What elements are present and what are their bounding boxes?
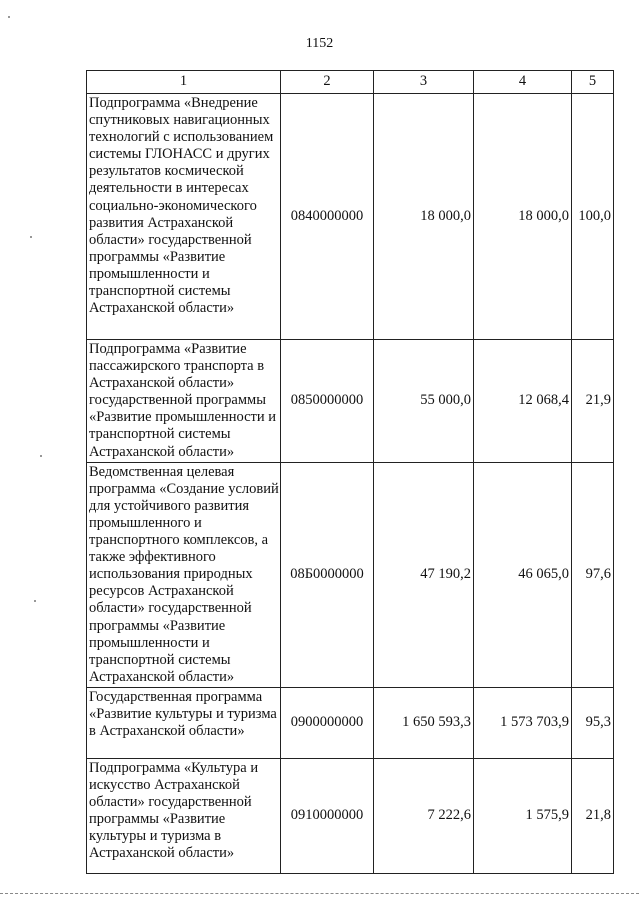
header-col-3: 3: [374, 71, 474, 94]
table-row: [87, 758, 614, 873]
percent-cell: 95,3: [572, 687, 614, 758]
plan-amount-cell: 47 190,2: [374, 462, 474, 687]
plan-amount-cell: 18 000,0: [374, 94, 474, 340]
header-row: [87, 71, 614, 94]
scan-speck: [40, 455, 42, 457]
program-code-cell: 0910000000: [281, 758, 374, 873]
scan-speck: [8, 16, 10, 18]
plan-amount-cell: 7 222,6: [374, 758, 474, 873]
actual-amount-cell: 1 573 703,9: [474, 687, 572, 758]
program-name-cell: Государственная программа «Развитие культуры и туризма в Астраханской области»: [87, 687, 281, 758]
program-name-cell: Подпрограмма «Развитие пассажирского транспорта в Астраханской области» государственной программы «Развитие промышленности и транспортной системы Астраханской области»: [87, 340, 281, 463]
percent-cell: 100,0: [572, 94, 614, 340]
table-row: [87, 94, 614, 340]
header-col-4: 4: [474, 71, 572, 94]
table-row: [87, 462, 614, 687]
actual-amount-cell: 46 065,0: [474, 462, 572, 687]
plan-amount-cell: 55 000,0: [374, 340, 474, 463]
table-row: [87, 687, 614, 758]
program-name-cell: Ведомственная целевая программа «Создание условий для устойчивого развития промышленного и транспортного комплексов, а также эффективного использования природных ресурсов Астраханской области» государственной программы «Развитие промышленности и транспортной системы Астраханской области»: [87, 462, 281, 687]
percent-cell: 21,9: [572, 340, 614, 463]
header-col-5: 5: [572, 71, 614, 94]
program-name-cell: Подпрограмма «Внедрение спутниковых навигационных технологий с использованием системы ГЛОНАСС и других результатов космической деятельности в интересах социально-экономического развития Астраханской области» государственной программы «Развитие промышленности и транспортной системы Астраханской области»: [87, 94, 281, 340]
header-col-1: 1: [87, 71, 281, 94]
scan-speck: [34, 600, 36, 602]
actual-amount-cell: 1 575,9: [474, 758, 572, 873]
scan-speck: [30, 236, 32, 238]
budget-table: [86, 70, 614, 874]
program-code-cell: 0840000000: [281, 94, 374, 340]
plan-amount-cell: 1 650 593,3: [374, 687, 474, 758]
actual-amount-cell: 12 068,4: [474, 340, 572, 463]
program-code-cell: 08Б0000000: [281, 462, 374, 687]
header-col-2: 2: [281, 71, 374, 94]
table-row: [87, 340, 614, 463]
page-number: 1152: [305, 36, 334, 51]
program-code-cell: 0850000000: [281, 340, 374, 463]
actual-amount-cell: 18 000,0: [474, 94, 572, 340]
page-bottom-edge: [0, 893, 639, 894]
percent-cell: 21,8: [572, 758, 614, 873]
program-code-cell: 0900000000: [281, 687, 374, 758]
percent-cell: 97,6: [572, 462, 614, 687]
program-name-cell: Подпрограмма «Культура и искусство Астраханской области» государственной программы «Развитие культуры и туризма в Астраханской области»: [87, 758, 281, 873]
